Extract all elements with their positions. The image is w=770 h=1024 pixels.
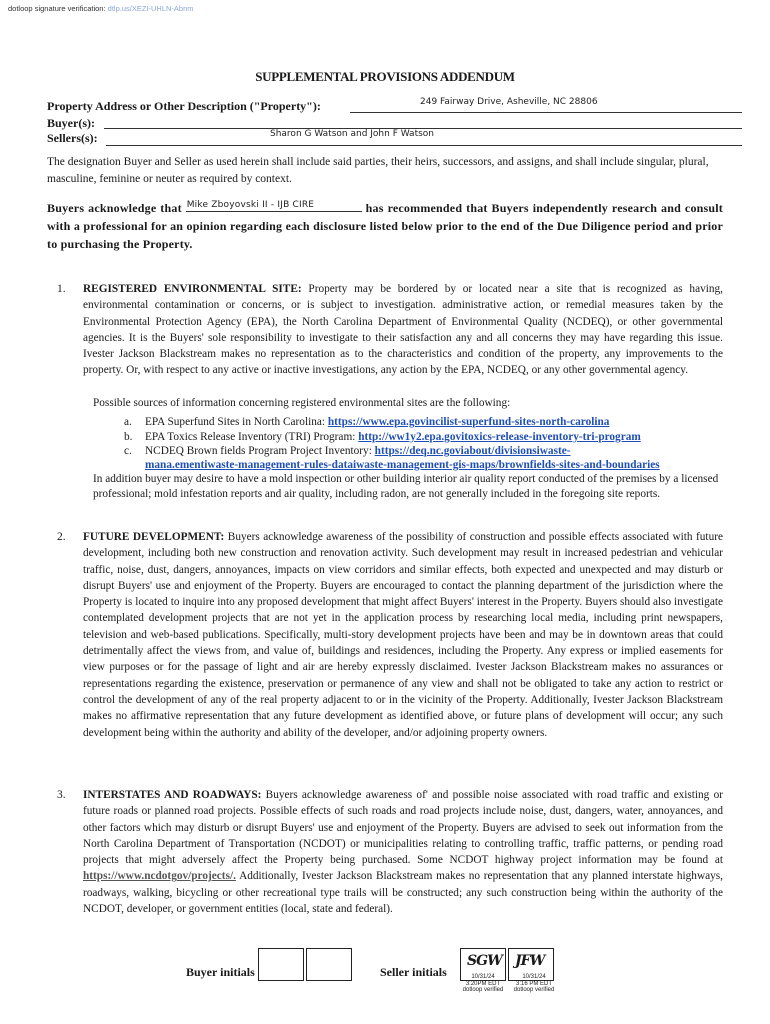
designation-paragraph: The designation Buyer and Seller as used herein shall include said parties, their heirs, successors, and assigns, and shall include singular, plural, masculine, feminine or neuter as required by context. — [47, 156, 709, 185]
source-c-label: NCDEQ Brown fields Program Project Inventory: — [145, 445, 372, 457]
section-2-text: Buyers acknowledge awareness of the possibility of construction and possible effects associated with future development, including both new construction and renovation activity. Such development may result in increased pedestrian and vehicular traffic, noise, dust, dangers, annoyances, impacts on view corridors and similar effects, both expected and unexpected and may disturb or disrupt Buyers' use and enjoyment of the Property. Buyers are encouraged to contact the planning department of the jurisdiction where the Property is located to inquire into any proposed development that might affect Buyers' interest in the Property. Buyers should also investigate contemplated development projects that are not yet in the application process by researching local media, including print newspapers, television and web-based publications. Specifically, multi-story development projects have been and may be in downtown areas that could detrimentally affect the views from, and value of, buildings and residences, including the Property. Any express or implied easements for view purposes or for the passage of light and air are hereby expressly disclaimed. Ivester Jackson Blackstream makes no assurances or representations regarding the existence, preservation or permanence of any view and shall not be obligated to take any action to restrict or control the development of any of the real property adjacent to or in the vicinity of the Property. Additionally, Ivester Jackson Blackstream makes no affirmative representation that any future development as identified above, or future plans of development will occur; any such development being within the authority and ability of the developer, and/or adjoining property owners. — [83, 531, 723, 739]
section-1-text: Property may be bordered by or located near a site that is recognized as having, environmental contamination or concerns, or is subject to investigation. administrative action, or remedial measures taken by the Environmental Protection Agency (EPA), the North Carolina Department of Environmental Quality (NCDEQ), or other governmental agencies. It is the Buyers' sole responsibility to investigate to their satisfaction any and all concerns they may have regarding this issue. Ivester Jackson Blackstream makes no representation as to the characteristics and condition of the property, any improvements to the property. Or, with respect to any active or inactive investigations, any action by the EPA, NCDEQ, or any other governmental agency. — [83, 283, 723, 377]
section-3-text-2: Additionally, Ivester Jackson Blackstream makes no representation that any planned interstate highways, roadways, walking, bicycling or other recreational type trails will be constructed; any such construction being within the authority of the NCDOT, developer, or government entities (local, state and federal). — [83, 870, 724, 916]
source-a-label: EPA Superfund Sites in North Carolina: — [145, 416, 326, 428]
sellers-value: Sharon G Watson and John F Watson — [270, 129, 434, 139]
agent-value: Mike Zboyovski II - IJB CIRE — [186, 200, 315, 210]
source-b-letter: b. — [124, 431, 133, 443]
page-title: SUPPLEMENTAL PROVISIONS ADDENDUM — [255, 69, 515, 84]
seller-2-date: 10/31/24 — [522, 974, 546, 980]
verification-link[interactable]: dtlp.us/XEZI-UHLN-Abnm — [107, 4, 194, 13]
section-3-text-1: Buyers acknowledge awareness of' and possible noise associated with road traffic and existing or future roads or planned road projects. Possible effects of such roads and road projects include noise, dust, dangers, water, annoyances, and other factors which may disturb or disrupt Buyers' use and enjoyment of the Property. Buyers are advised to seek out information from the North Carolina Department of Transportation (NCDOT) or municipalities relating to controlling traffic, traffic patterns, or pending road projects that might adversely affect the Property being purchased. Some NCDOT highway project information may be found at — [83, 789, 723, 867]
seller-1-dotloop-stamp — [460, 974, 506, 994]
buyers-field[interactable] — [104, 116, 742, 129]
source-b-link[interactable]: http://ww1y2.epa.govitoxics-release-inventory-tri-program — [358, 431, 641, 443]
agent-field[interactable] — [186, 199, 362, 212]
seller-2-dotloop-stamp — [508, 974, 560, 994]
source-a-letter: a. — [124, 416, 132, 428]
section-3-heading: INTERSTATES AND ROADWAYS: — [83, 789, 262, 801]
source-c-letter: c. — [124, 445, 132, 457]
seller-1-time: 3:20PM EDT — [465, 980, 501, 987]
buyer-initials-box-2[interactable] — [306, 948, 352, 981]
source-b-label: EPA Toxics Release Inventory (TRI) Program: — [145, 431, 356, 443]
seller-2-verified: dotloop verified — [513, 987, 555, 993]
seller-2-initials-mark: JFW — [515, 953, 545, 969]
property-value: 249 Fairway Drive, Asheville, NC 28806 — [420, 97, 598, 107]
seller-2-time: 3:16 PM EDT — [515, 980, 552, 987]
source-b — [145, 430, 641, 445]
source-a — [145, 415, 609, 430]
seller-initials-label: Seller initials — [380, 965, 447, 979]
section-1-body — [83, 281, 723, 379]
buyers-label: Buyer(s): — [47, 116, 95, 130]
seller-1-date: 10/31/24 — [471, 974, 495, 980]
buyer-initials-label: Buyer initials — [186, 965, 255, 979]
seller-1-initials-mark: SGW — [467, 953, 502, 969]
source-c-link[interactable]: https://deq.nc.goviabout/divisionsiwaste- — [374, 445, 571, 457]
acknowledge-prefix: Buyers acknowledge that — [47, 201, 182, 215]
section-3-number: 3. — [57, 789, 66, 801]
source-c-continuation — [145, 458, 660, 473]
acknowledgement-paragraph — [47, 199, 723, 253]
source-a-link[interactable]: https://www.epa.govincilist-superfund-sites-north-carolina — [327, 416, 610, 428]
section-1-number: 1. — [57, 283, 66, 295]
ncdot-link[interactable]: https://www.ncdotgov/projects/. — [83, 870, 236, 883]
acknowledge-suffix: has recommended that Buyers independently research and consult with a professional for an opinion regarding each disclosure listed below prior to the end of the Due Diligence period and prior to purchasing the Property. — [47, 201, 723, 251]
section-2-number: 2. — [57, 531, 66, 543]
buyer-initials-box-1[interactable] — [258, 948, 304, 981]
section-2-body — [83, 529, 723, 741]
section-1-heading: REGISTERED ENVIRONMENTAL SITE: — [83, 283, 302, 295]
dotloop-verification — [8, 4, 194, 13]
mold-paragraph: In addition buyer may desire to have a mold inspection or other building interior air quality report conducted of the premises by a licensed professional; mold infestation reports and air quality, including radon, are not generally included in the foregoing site reports. — [93, 473, 719, 500]
section-2-heading: FUTURE DEVELOPMENT: — [83, 531, 225, 543]
sources-intro: Possible sources of information concerning registered environmental sites are the following: — [93, 397, 511, 409]
seller-1-verified: dotloop verified — [462, 987, 504, 993]
source-c-link-continued[interactable]: mana.ementiwaste-management-rules-dataiwaste-management-gis-maps/brownfields-sites-and-boundaries — [145, 459, 660, 471]
sellers-label: Sellers(s): — [47, 131, 98, 145]
property-label: Property Address or Other Description ("Property"): — [47, 99, 321, 113]
source-c — [145, 444, 571, 459]
verification-label: dotloop signature verification: — [8, 4, 106, 13]
section-3-body — [83, 787, 723, 917]
